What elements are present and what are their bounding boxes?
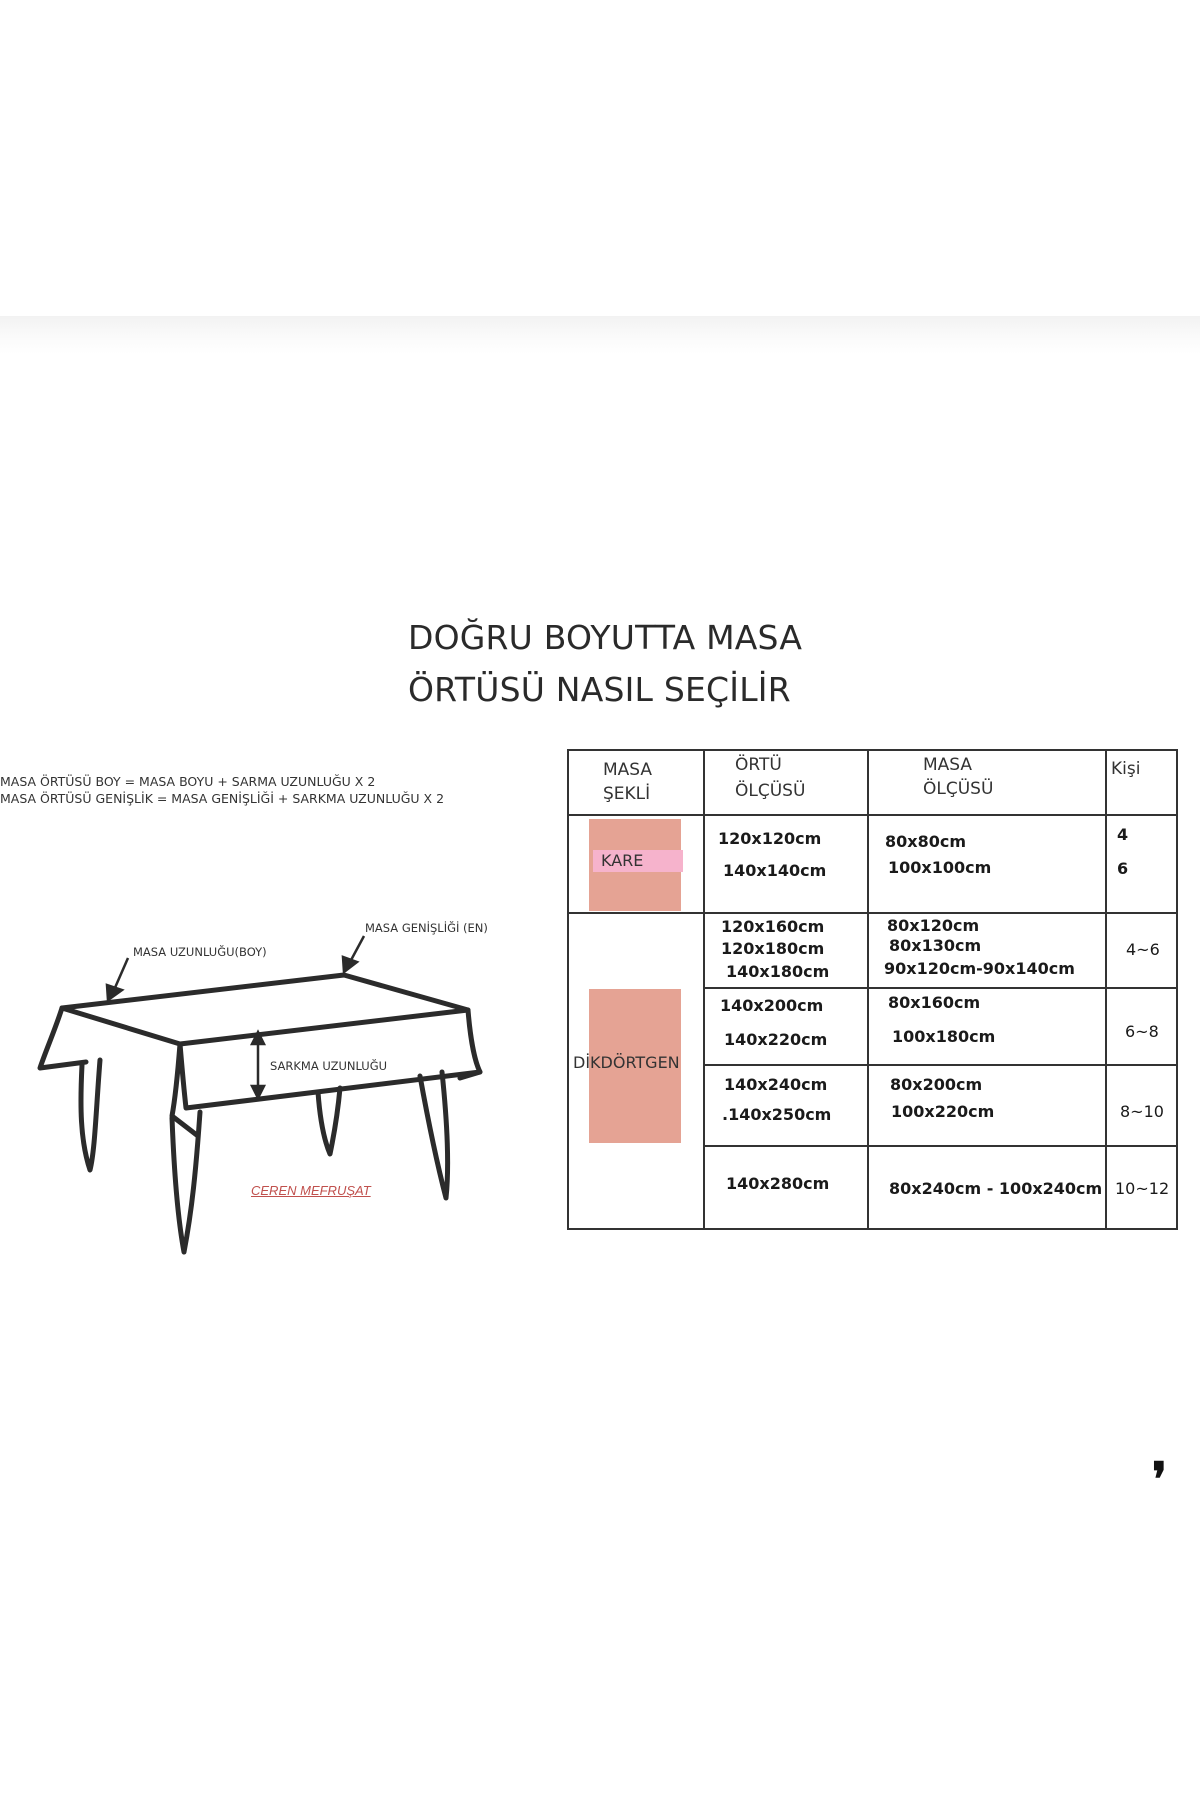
rect-g2-table-2: 100x180cm: [892, 1027, 996, 1046]
header-table-1: MASA: [923, 755, 973, 775]
table-col-line-1: [703, 749, 705, 1230]
header-shape-2: ŞEKLİ: [603, 784, 651, 804]
rect-g4-cover-1: 140x280cm: [726, 1174, 830, 1193]
cloth-right-drop: [460, 1010, 480, 1078]
table-row-line-square: [567, 912, 1178, 914]
rect-g1-table-1: 80x120cm: [887, 916, 980, 935]
formula-length: MASA ÖRTÜSÜ BOY = MASA BOYU + SARMA UZUNLUĞU X 2: [0, 774, 376, 789]
arrow-width-line: [350, 936, 364, 962]
leg-back-left: [81, 1060, 100, 1170]
rect-g1-cover-2: 120x180cm: [721, 939, 825, 958]
square-people-2: 6: [1117, 859, 1129, 878]
label-drop-length: SARKMA UZUNLUĞU: [270, 1059, 388, 1073]
top-gray-band: [0, 316, 1200, 354]
table-row-line-r2: [703, 1064, 1178, 1066]
table-row-line-r3: [703, 1145, 1178, 1147]
table-border-left: [567, 749, 569, 1230]
rect-g3-cover-2: .140x250cm: [722, 1105, 832, 1124]
header-table-2: ÖLÇÜSÜ: [923, 779, 994, 799]
table-row-line-header: [567, 814, 1178, 816]
square-table-2: 100x100cm: [888, 858, 992, 877]
rect-g2-cover-2: 140x220cm: [724, 1030, 828, 1049]
square-table-1: 80x80cm: [885, 832, 967, 851]
rect-g1-table-2: 80x130cm: [889, 936, 982, 955]
rect-g2-people: 6~8: [1125, 1022, 1159, 1041]
rect-g1-cover-1: 120x160cm: [721, 917, 825, 936]
rectangle-shape-label: DİKDÖRTGEN: [573, 1053, 680, 1072]
square-cover-2: 140x140cm: [723, 861, 827, 880]
table-top: [62, 975, 468, 1044]
brand-name: CEREN MEFRUŞAT: [251, 1183, 371, 1198]
rect-g1-people: 4~6: [1126, 940, 1160, 959]
table-col-line-3: [1105, 749, 1107, 1230]
table-border-right: [1176, 749, 1178, 1230]
title-line-1: DOĞRU BOYUTTA MASA: [408, 618, 803, 657]
leg-front-right: [420, 1072, 448, 1198]
table-row-line-r1: [703, 987, 1178, 989]
arrow-length-line: [114, 958, 128, 990]
rect-g2-cover-1: 140x200cm: [720, 996, 824, 1015]
table-col-line-2: [867, 749, 869, 1230]
rect-g1-table-3: 90x120cm-90x140cm: [884, 959, 1075, 978]
arrow-length-head: [107, 985, 122, 1000]
label-table-length: MASA UZUNLUĞU(BOY): [133, 945, 267, 959]
square-people-1: 4: [1117, 825, 1129, 844]
header-shape-1: MASA: [603, 760, 653, 780]
leg-middle: [318, 1088, 340, 1154]
label-table-width: MASA GENİŞLİĞİ (EN): [365, 921, 488, 935]
rect-g3-people: 8~10: [1120, 1102, 1164, 1121]
rect-g4-table-1: 80x240cm - 100x240cm: [889, 1179, 1103, 1198]
cloth-front-drop: [180, 1044, 480, 1108]
header-cover-2: ÖLÇÜSÜ: [735, 781, 806, 801]
rect-g3-table-1: 80x200cm: [890, 1075, 983, 1094]
square-shape-label: KARE: [601, 851, 644, 870]
rect-g4-people: 10~12: [1115, 1179, 1170, 1198]
cloth-left-drop: [40, 1008, 86, 1068]
header-people: Kişi: [1111, 759, 1141, 779]
rect-g3-cover-1: 140x240cm: [724, 1075, 828, 1094]
corner-mark: ❜: [1152, 1452, 1167, 1506]
square-cover-1: 120x120cm: [718, 829, 822, 848]
header-cover-1: ÖRTÜ: [735, 755, 782, 775]
rect-g1-cover-3: 140x180cm: [726, 962, 830, 981]
size-formula: [0, 773, 444, 807]
size-table: [567, 749, 1178, 1230]
formula-width: MASA ÖRTÜSÜ GENİŞLİK = MASA GENİŞLİĞİ + SARKMA UZUNLUĞU X 2: [0, 791, 445, 806]
title-line-2: ÖRTÜSÜ NASIL SEÇİLİR: [408, 670, 791, 709]
table-border-top: [567, 749, 1178, 751]
rect-g3-table-2: 100x220cm: [891, 1102, 995, 1121]
rect-g2-table-1: 80x160cm: [888, 993, 981, 1012]
page-title: [408, 612, 928, 716]
table-border-bottom: [567, 1228, 1178, 1230]
arrow-width-head: [343, 957, 357, 972]
